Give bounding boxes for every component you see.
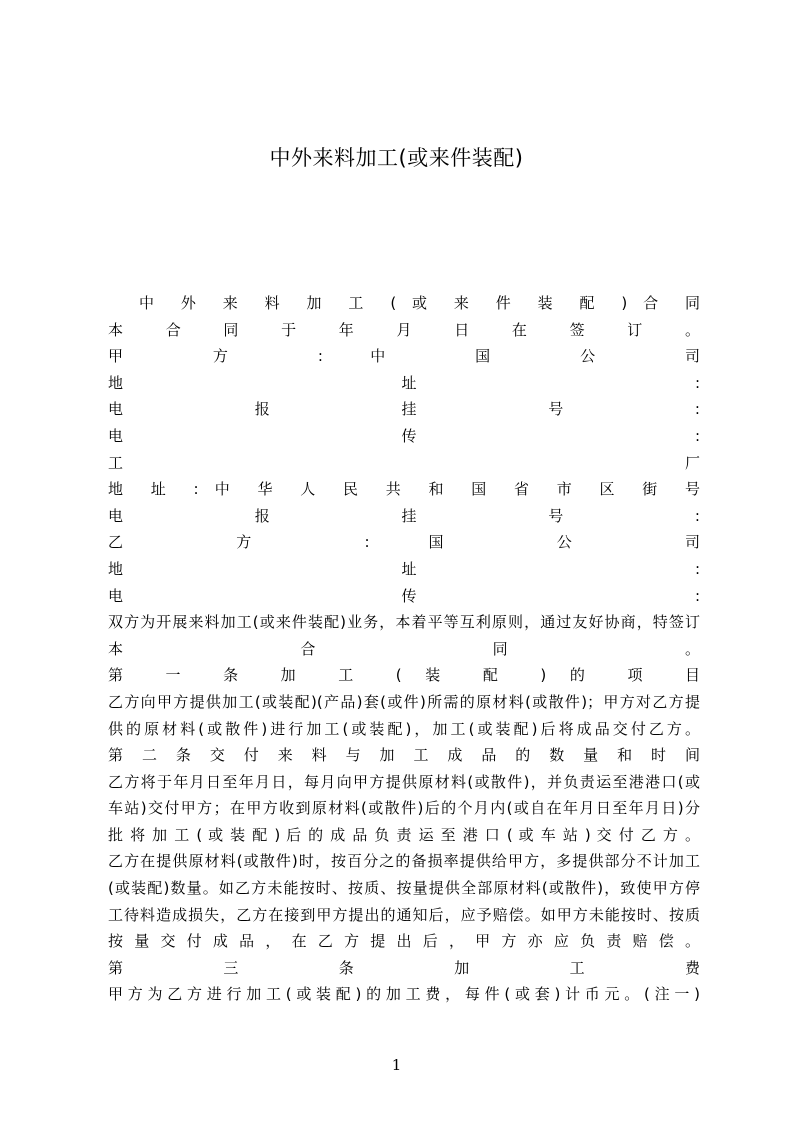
article-3-heading: 第 三 条 加 工 费 — [108, 958, 700, 977]
article-2-text-line: (或装配)数量。如乙方未能按时、按质、按量提供全部原材料(或散件)，致使甲方停 — [108, 879, 700, 898]
party-a-line: 甲 方 : 中 国 公 司 — [108, 347, 700, 366]
party-a-address-line: 地 址 : — [108, 373, 700, 392]
factory-address-line: 地 址 : 中 华 人 民 共 和 国 省 市 区 街 号 — [108, 480, 700, 499]
party-b-line: 乙 方 : 国 公 司 — [108, 533, 700, 552]
article-3-text-line: 甲方为乙方进行加工(或装配)的加工费，每件(或套)计币元。(注一) — [108, 985, 700, 1004]
contract-heading-line: 中 外 来 料 加 工 ( 或 来 件 装 配 ) 合 同 — [139, 294, 700, 312]
party-a-telex-line: 电 传 : — [108, 426, 700, 445]
document-title: 中外来料加工(或来件装配) — [269, 146, 524, 170]
party-b-address-line: 地 址 : — [108, 559, 700, 578]
preamble-line: 双方为开展来料加工(或来件装配)业务，本着平等互利原则，通过友好协商，特签订 — [108, 613, 700, 632]
page-number: 1 — [391, 1056, 402, 1074]
article-2-text-line: 乙方在提供原材料(或散件)时，按百分之的备损率提供给甲方，多提供部分不计加工 — [108, 852, 700, 871]
article-1-heading: 第 一 条 加 工 ( 装 配 ) 的 项 目 — [108, 666, 700, 685]
article-2-text-line: 按 量 交 付 成 品 ， 在 乙 方 提 出 后 ， 甲 方 亦 应 负 责 赔 偿 。 — [108, 932, 700, 951]
article-2-text-line: 乙方将于年月日至年月日，每月向甲方提供原材料(或散件)，并负责运至港港口(或 — [108, 772, 700, 791]
document-body — [108, 290, 700, 1008]
signing-line: 本 合 同 于 年 月 日 在 签 订 。 — [108, 320, 700, 339]
article-2-text-line: 工待料造成损失，乙方在接到甲方提出的通知后，应予赔偿。如甲方未能按时、按质 — [108, 905, 700, 924]
article-2-heading: 第 二 条 交 付 来 料 与 加 工 成 品 的 数 量 和 时 间 — [108, 746, 700, 765]
article-1-text-line: 供的原材料(或散件)进行加工(或装配)，加工(或装配)后将成品交付乙方。 — [108, 719, 700, 738]
article-2-text-line: 车站)交付甲方；在甲方收到原材料(或散件)后的个月内(或自在年月日至年月日)分 — [108, 799, 700, 818]
factory-cable-line: 电 报 挂 号 : — [108, 506, 700, 525]
article-2-text-line: 批 将 加 工 ( 或 装 配 ) 后 的 成 品 负 责 运 至 港 口 ( 或 车 站 ) 交 付 乙 方 。 — [108, 825, 700, 844]
party-a-cable-line: 电 报 挂 号 : — [108, 400, 700, 419]
factory-line: 工 厂 — [108, 453, 700, 472]
party-b-telex-line: 电 传 : — [108, 586, 700, 605]
preamble-end-line: 本 合 同 。 — [108, 639, 700, 658]
article-1-text-line: 乙方向甲方提供加工(或装配)(产品)套(或件)所需的原材料(或散件)；甲方对乙方提 — [108, 692, 700, 711]
